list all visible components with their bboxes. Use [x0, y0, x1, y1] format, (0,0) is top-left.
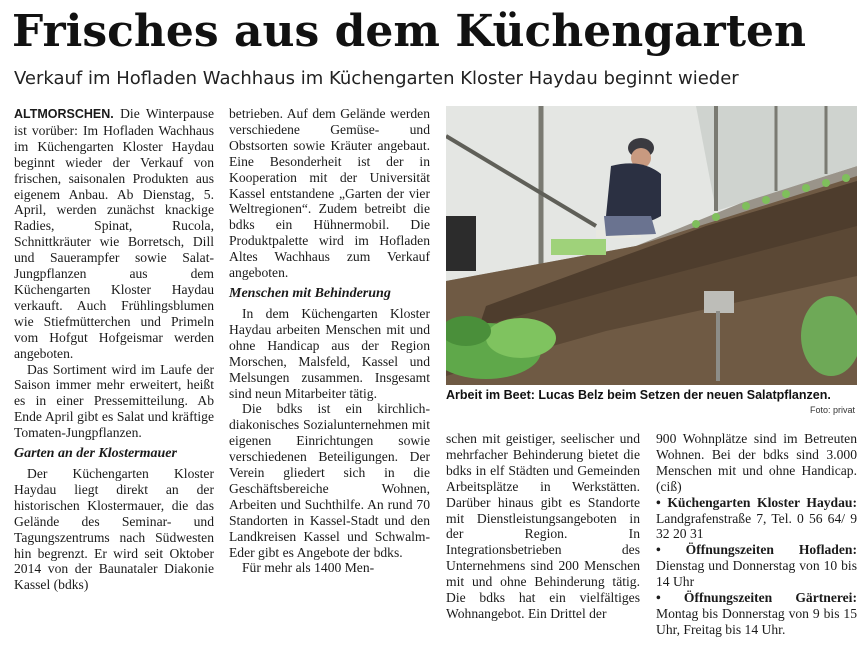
col2-paragraph-3: Die bdks ist ein kirchlich-diakonisches Sozialunternehmen mit eigenen Einrichtungen sowie verschiedenen Beteiligungen. Der Verein gliedert sich in die Geschäftsbereiche Wohnen, Arbeiten und Suchthilfe. An rund 70 Standorten in Kassel-Stadt und den Landkreisen Kassel und Schwalm-Eder gibt es Angebote der bdks.	[229, 401, 430, 560]
subheading-behinderung: Menschen mit Behinderung	[229, 285, 391, 301]
info-hofladen	[656, 542, 857, 590]
article-column-2	[229, 106, 430, 576]
info-hofladen-label: • Öffnungszeiten Hofladen:	[656, 542, 857, 558]
article-column-1	[14, 106, 214, 593]
headline: Frisches aus dem Küchengarten	[12, 6, 807, 57]
col1-paragraph-2: Das Sortiment wird im Laufe der Saison immer mehr erweitert, heißt es in einer Pressemitteilung. Ab Ende April gibt es Salat und kräftige Tomaten-Jungpflanzen.	[14, 361, 214, 441]
col3-paragraph-1: schen mit geistiger, seelischer und mehrfacher Behinderung bietet die bdks in elf Städten und Gemeinden Arbeitsplätze in Werkstätten. Darüber hinaus gibt es Standorte mit Dienstleistungsangeboten in der Region. In Integrationsbetrieben des Unternehmens sind 200 Menschen mit und ohne Behinderung tätig. Die bdks hat ein vielfältiges Wohnangebot. Ein Drittel der	[446, 431, 640, 621]
subheadline: Verkauf im Hofladen Wachhaus im Küchengarten Kloster Haydau beginnt wieder	[14, 68, 739, 89]
col2-paragraph-2: In dem Küchengarten Kloster Haydau arbeiten Menschen mit und ohne Handicap aus der Region Morschen, Malsfeld, Kassel und Melsungen zusammen. Insgesamt sind neun Mitarbeiter tätig.	[229, 305, 430, 401]
col4-paragraph-1: 900 Wohnplätze sind im Betreuten Wohnen. Bei der bdks sind 3.000 Menschen mit und ohne Handicap. (ciß)	[656, 431, 857, 494]
photo-caption: Arbeit im Beet: Lucas Belz beim Setzen der neuen Salatpflanzen.	[446, 388, 831, 402]
photo-credit: Foto: privat	[809, 405, 855, 415]
info-kuechengarten-text: Landgrafenstraße 7, Tel. 0 56 64/ 9 32 20 31	[656, 510, 857, 542]
info-kuechengarten-label: • Küchengarten Kloster Haydau:	[656, 494, 857, 510]
info-gaertnerei-text: Montag bis Donnerstag von 9 bis 15 Uhr, Freitag bis 14 Uhr.	[656, 605, 857, 637]
article-column-3	[446, 431, 640, 622]
info-kuechengarten	[656, 495, 857, 543]
info-gaertnerei-label: • Öffnungszeiten Gärtnerei:	[656, 590, 857, 606]
col1-paragraph-1: Die Winterpause ist vorüber: Im Hofladen Wachhaus im Küchengarten Kloster Haydau beginnt wieder der Verkauf von frischen, saisonalen Produkten aus eigenem Anbau. Ab Dienstag, 5. April, werden zunächst knackige Radies, Spinat, Rucola, Schnittkräuter wie Borretsch, Dill und Sauerampfer sowie Salat-Jungpflanzen aus dem Küchengarten Kloster Haydau verkauft. Auch Frühlingsblumen wie Stiefmütterchen und Primeln vom Hofgut Hofgeismar werden angeboten.	[14, 106, 214, 361]
garden-photo	[446, 106, 857, 385]
col2-paragraph-1: betrieben. Auf dem Gelände werden verschiedene Gemüse- und Obstsorten sowie Kräuter angebaut. Eine Besonderheit ist der in Kooperation mit der Universität Kassel entstandene „Garten der vier Weltregionen“. Zudem betreibt die bdks ein Hühnermobil. Die Produktpalette wird im Hofladen Altes Wachhaus zum Verkauf angeboten.	[229, 106, 430, 281]
info-gaertnerei	[656, 590, 857, 638]
info-hofladen-text: Dienstag und Donnerstag von 10 bis 14 Uhr	[656, 558, 857, 590]
subheading-klostermauer: Garten an der Klostermauer	[14, 446, 177, 462]
col2-paragraph-4: Für mehr als 1400 Men-	[242, 560, 375, 576]
greenhouse-scene-image	[446, 106, 857, 385]
col1-paragraph-3: Der Küchengarten Kloster Haydau liegt direkt an der historischen Klostermauer, die das Gelände des Seminar- und Tagungszentrums nach Südwesten hin begrenzt. Er wird seit Oktober 2014 von der Baunataler Diakonie Kassel (bdks)	[14, 466, 214, 593]
article-column-4	[656, 431, 857, 638]
dateline: ALTMORSCHEN.	[14, 107, 114, 121]
